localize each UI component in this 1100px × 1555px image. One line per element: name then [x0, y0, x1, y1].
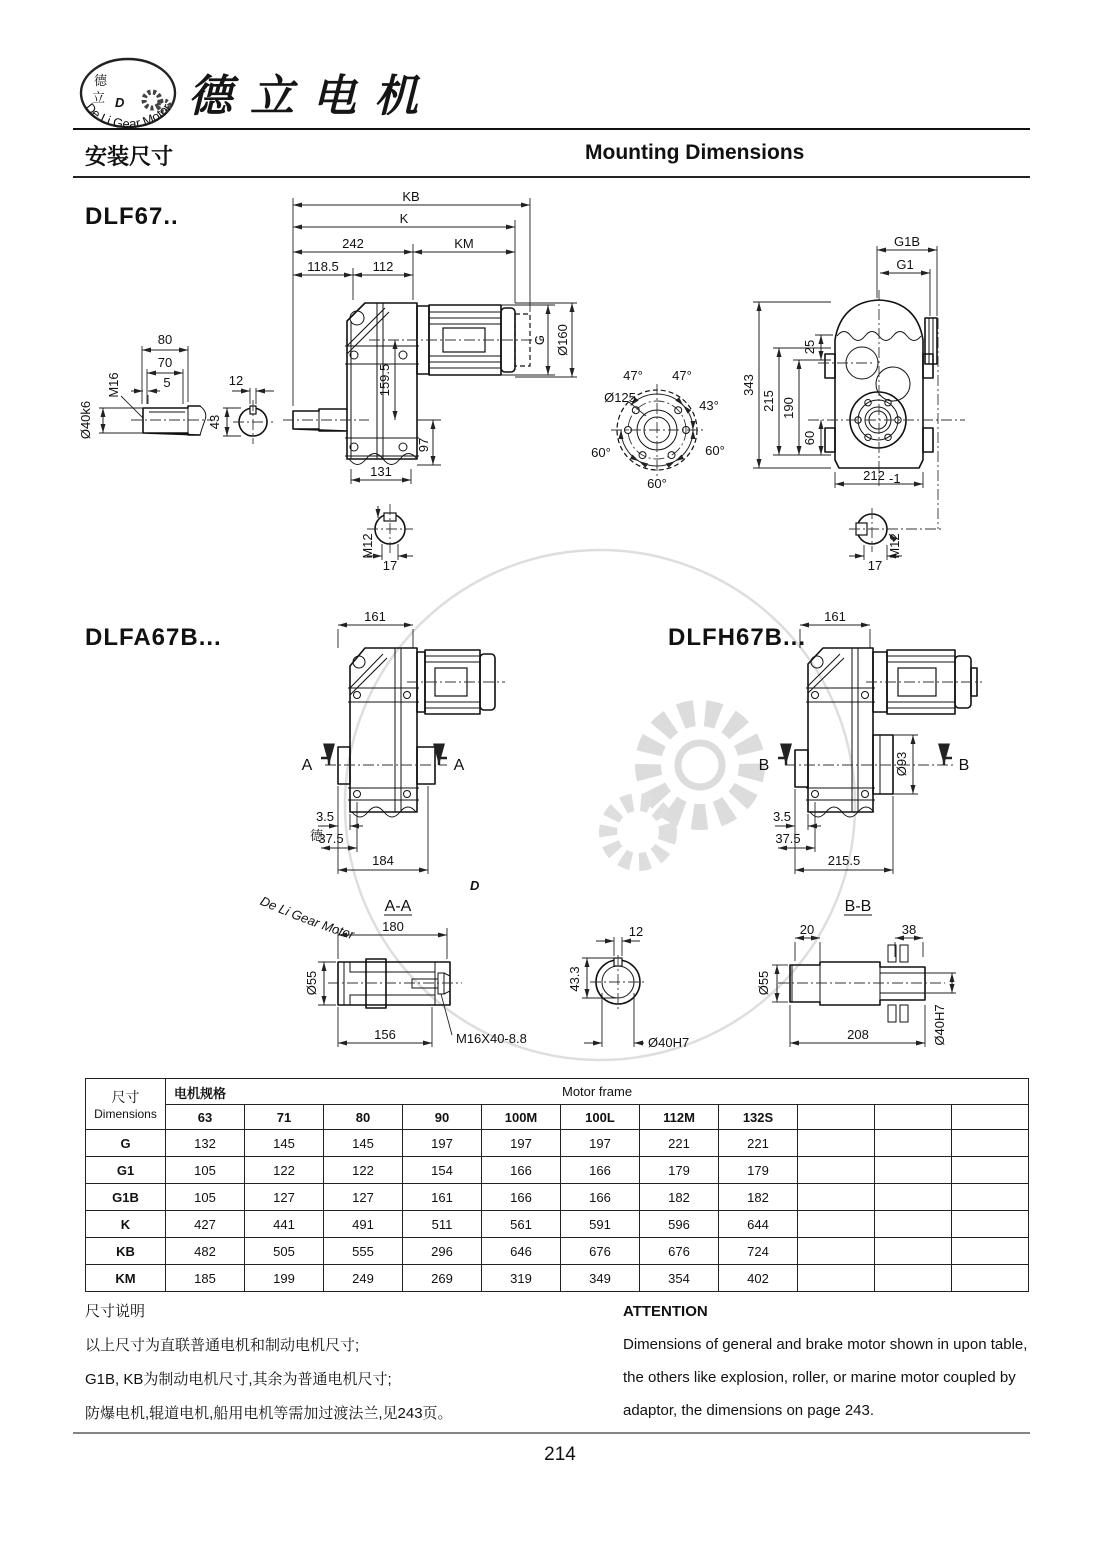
bb-title: B-B	[844, 898, 872, 915]
notes-en-line: the others like explosion, roller, or marine motor coupled by	[623, 1369, 1016, 1386]
dim-value	[798, 1130, 875, 1157]
dim-value: 646	[482, 1238, 561, 1265]
dlfh-dim-161: 161	[824, 609, 846, 624]
dlfa-dim-184: 184	[372, 853, 394, 868]
dim-value: 127	[324, 1184, 403, 1211]
spec-label-cn: 电机规格	[174, 1086, 227, 1101]
bb-dim-20: 20	[799, 922, 815, 937]
dim-value: 145	[245, 1130, 324, 1157]
aa-dim-180: 180	[382, 919, 404, 934]
logo-graphics	[81, 59, 175, 131]
dim-343: 343	[741, 374, 756, 396]
row-label: G	[86, 1130, 166, 1157]
notes-en-line: adaptor, the dimensions on page 243.	[623, 1402, 875, 1419]
dim-value: 105	[166, 1157, 245, 1184]
dlfa-marker-a-left: A	[301, 757, 313, 774]
angle-47-right: 47°	[672, 368, 692, 383]
frame-col-header	[952, 1105, 1029, 1130]
frame-col-header: 132S	[719, 1105, 798, 1130]
logo-d: D	[115, 95, 125, 110]
dim-value: 127	[245, 1184, 324, 1211]
dim-value	[952, 1238, 1029, 1265]
table-row	[86, 1130, 1029, 1157]
bb-dim-208: 208	[847, 1027, 869, 1042]
dim-212: 212	[863, 468, 885, 483]
bb-dim-40h7: Ø40H7	[932, 1004, 947, 1046]
dim-215: 215	[761, 390, 776, 412]
aa-dim-156: 156	[374, 1027, 396, 1042]
dim-97: 97	[416, 437, 431, 453]
dim-value: 185	[166, 1265, 245, 1292]
page-number: 214	[544, 1444, 576, 1465]
dim-value: 555	[324, 1238, 403, 1265]
notes-en-title: ATTENTION	[623, 1303, 708, 1320]
dim-112: 112	[372, 259, 394, 274]
dlfh-dim-37-5: 37.5	[775, 831, 801, 846]
dim-g1b: G1B	[893, 234, 921, 249]
aa-title: A-A	[384, 898, 412, 915]
table-row	[86, 1211, 1029, 1238]
dimension-table-wrap	[85, 1078, 1029, 1292]
dim-value: 179	[640, 1157, 719, 1184]
frame-col-header	[798, 1105, 875, 1130]
motor-spec-cell	[166, 1079, 1029, 1105]
dim-value: 561	[482, 1211, 561, 1238]
dim-value	[875, 1130, 952, 1157]
corner-en: Dimensions	[94, 1107, 157, 1121]
dlfh-dim-3-5: 3.5	[772, 809, 792, 824]
logo-cn-bottom: 立	[92, 90, 106, 105]
table-body	[86, 1130, 1029, 1292]
dim-242: 242	[342, 236, 364, 251]
dim-value: 182	[640, 1184, 719, 1211]
dim-value: 644	[719, 1211, 798, 1238]
brand-logo	[68, 52, 193, 140]
dlfa-dim-37-5: 37.5	[318, 831, 344, 846]
dim-190: 190	[781, 397, 796, 419]
dlfh-marker-b-left: B	[758, 757, 770, 774]
dim-value: 349	[561, 1265, 640, 1292]
dim-value	[952, 1184, 1029, 1211]
dim-value: 182	[719, 1184, 798, 1211]
dim-212-sub: -1	[889, 471, 901, 486]
dim-value: 724	[719, 1238, 798, 1265]
dim-value: 676	[640, 1238, 719, 1265]
dim-60: 60	[802, 430, 817, 446]
dim-value: 179	[719, 1157, 798, 1184]
frame-col-header: 90	[403, 1105, 482, 1130]
notes-cn-line: 防爆电机,辊道电机,船用电机等需加过渡法兰,见243页。	[85, 1405, 453, 1422]
table-row	[86, 1184, 1029, 1211]
dlfa-marker-a-right: A	[453, 757, 465, 774]
dim-17-front: 17	[382, 558, 398, 573]
dim-value: 269	[403, 1265, 482, 1292]
table-row	[86, 1157, 1029, 1184]
dim-m16: M16	[106, 372, 121, 398]
dim-43: 43	[207, 414, 222, 430]
dim-value: 197	[482, 1130, 561, 1157]
dim-m12-rear: M12	[887, 533, 902, 559]
spec-label-en: Motor frame	[562, 1084, 633, 1099]
angle-60-left: 60°	[591, 445, 611, 460]
notes-en-line: Dimensions of general and brake motor shown in upon table,	[623, 1336, 1028, 1353]
dim-value: 221	[719, 1130, 798, 1157]
dlfh-linework	[772, 625, 982, 874]
aa-dim-43-3: 43.3	[567, 966, 582, 992]
dim-g: G	[532, 334, 547, 346]
dim-80: 80	[157, 332, 173, 347]
row-label: K	[86, 1211, 166, 1238]
angle-60-bottom: 60°	[647, 476, 667, 491]
spec-header-row	[86, 1079, 1029, 1105]
dim-value: 402	[719, 1265, 798, 1292]
row-label: G1B	[86, 1184, 166, 1211]
dim-40k6: Ø40k6	[78, 400, 93, 440]
dim-value: 199	[245, 1265, 324, 1292]
notes-cn-title: 尺寸说明	[85, 1303, 146, 1320]
dim-value: 154	[403, 1157, 482, 1184]
dim-value: 166	[561, 1184, 640, 1211]
dlfh-marker-b-right: B	[958, 757, 970, 774]
frames-row	[86, 1105, 1029, 1130]
dim-kb: KB	[402, 189, 420, 204]
dim-value	[952, 1157, 1029, 1184]
dim-value: 676	[561, 1238, 640, 1265]
dim-m12-front: M12	[360, 533, 375, 559]
frame-col-header	[875, 1105, 952, 1130]
aa-dim-40h7: Ø40H7	[648, 1035, 690, 1050]
dim-131: 131	[370, 464, 392, 479]
dlfh67b-label: DLFH67B...	[668, 624, 807, 651]
dim-value: 296	[403, 1238, 482, 1265]
dim-118-5: 118.5	[307, 259, 339, 274]
page-title-en: Mounting Dimensions	[585, 141, 805, 164]
aa-dim-bolt: M16X40-8.8	[456, 1031, 527, 1046]
dim-125: Ø125	[604, 390, 636, 405]
aa-linework	[318, 915, 646, 1047]
watermark-arc-text: De Li Gear Motor	[258, 893, 357, 943]
page-title-cn: 安装尺寸	[85, 144, 174, 169]
frame-col-header: 112M	[640, 1105, 719, 1130]
notes-cn-line: 以上尺寸为直联普通电机和制动电机尺寸;	[85, 1337, 360, 1354]
table-row	[86, 1238, 1029, 1265]
row-label: KB	[86, 1238, 166, 1265]
dim-value	[875, 1157, 952, 1184]
dim-value	[798, 1211, 875, 1238]
row-label: G1	[86, 1157, 166, 1184]
dim-value: 161	[403, 1184, 482, 1211]
footer-rule	[73, 1432, 1030, 1434]
brand-name: 德立电机	[188, 71, 436, 122]
angle-47-left: 47°	[623, 368, 643, 383]
angle-43: 43°	[699, 398, 719, 413]
title-rule	[73, 176, 1030, 178]
section-bb-drawing	[730, 895, 1010, 1065]
aa-dim-55: Ø55	[304, 970, 319, 996]
dim-value: 122	[245, 1157, 324, 1184]
dim-km: KM	[454, 236, 474, 251]
frame-col-header: 100L	[561, 1105, 640, 1130]
frame-col-header: 80	[324, 1105, 403, 1130]
dlfh-dim-215-5: 215.5	[827, 853, 861, 868]
angle-60-right: 60°	[705, 443, 725, 458]
dim-value: 249	[324, 1265, 403, 1292]
dim-value	[952, 1211, 1029, 1238]
dlf67-drawing	[73, 188, 1033, 593]
dim-value: 354	[640, 1265, 719, 1292]
dim-5: 5	[163, 375, 171, 390]
dim-value: 591	[561, 1211, 640, 1238]
dim-value: 132	[166, 1130, 245, 1157]
dimensions-table	[85, 1078, 1029, 1292]
dim-value	[952, 1130, 1029, 1157]
section-aa-drawing	[300, 895, 700, 1065]
dim-value: 596	[640, 1211, 719, 1238]
dim-value: 505	[245, 1238, 324, 1265]
dlfa-dim-161: 161	[364, 609, 386, 624]
dim-value: 166	[482, 1157, 561, 1184]
logo-arc-text: De Li Gear Motor	[82, 100, 174, 132]
bb-dim-38: 38	[901, 922, 917, 937]
dlfh67b-drawing	[740, 609, 1020, 890]
dim-17-rear: 17	[867, 558, 883, 573]
dim-value: 122	[324, 1157, 403, 1184]
dim-value	[875, 1184, 952, 1211]
dim-value	[798, 1265, 875, 1292]
dim-value	[952, 1265, 1029, 1292]
bb-dim-55: Ø55	[756, 970, 771, 996]
frame-col-header: 63	[166, 1105, 245, 1130]
dim-value: 105	[166, 1184, 245, 1211]
table-row	[86, 1265, 1029, 1292]
corner-cn: 尺寸	[111, 1089, 140, 1105]
dlfa67b-label: DLFA67B...	[85, 624, 222, 651]
dim-value: 319	[482, 1265, 561, 1292]
watermark-d: D	[470, 878, 480, 893]
frame-col-header: 71	[245, 1105, 324, 1130]
notes-cn	[85, 1295, 565, 1431]
dim-159-5: 159.5	[377, 363, 392, 397]
dim-value: 166	[561, 1157, 640, 1184]
dlfa67b-drawing	[295, 609, 585, 890]
dim-value	[798, 1184, 875, 1211]
shaft-end-view-linework	[223, 388, 274, 444]
notes-cn-line: G1B, KB为制动电机尺寸,其余为普通电机尺寸;	[85, 1371, 392, 1388]
dim-value	[875, 1265, 952, 1292]
dim-value: 221	[640, 1130, 719, 1157]
dlfh-dim-93: Ø93	[894, 751, 909, 777]
dim-g1: G1	[896, 257, 914, 272]
notes-en	[623, 1295, 1043, 1427]
dim-value	[875, 1211, 952, 1238]
dim-value: 511	[403, 1211, 482, 1238]
dim-12: 12	[228, 373, 244, 388]
dim-25: 25	[802, 339, 817, 355]
dim-value: 491	[324, 1211, 403, 1238]
dim-value: 482	[166, 1238, 245, 1265]
dim-value	[798, 1157, 875, 1184]
dim-value: 145	[324, 1130, 403, 1157]
dlfa-linework	[315, 625, 505, 874]
dim-value: 441	[245, 1211, 324, 1238]
dim-160: Ø160	[555, 324, 570, 356]
aa-dim-12: 12	[628, 924, 644, 939]
watermark-cn: 德	[310, 828, 324, 843]
header-rule	[73, 128, 1030, 130]
corner-cell	[86, 1079, 166, 1130]
dim-value: 427	[166, 1211, 245, 1238]
frame-col-header: 100M	[482, 1105, 561, 1130]
dim-value: 197	[561, 1130, 640, 1157]
dlf67-label: DLF67..	[85, 203, 179, 230]
dim-value	[798, 1238, 875, 1265]
dim-value: 197	[403, 1130, 482, 1157]
dim-value: 166	[482, 1184, 561, 1211]
dlfa-dim-3-5: 3.5	[315, 809, 335, 824]
logo-cn-top: 德	[94, 73, 108, 88]
dim-value	[875, 1238, 952, 1265]
row-label: KM	[86, 1265, 166, 1292]
dim-70: 70	[157, 355, 173, 370]
dim-k: K	[399, 211, 409, 226]
